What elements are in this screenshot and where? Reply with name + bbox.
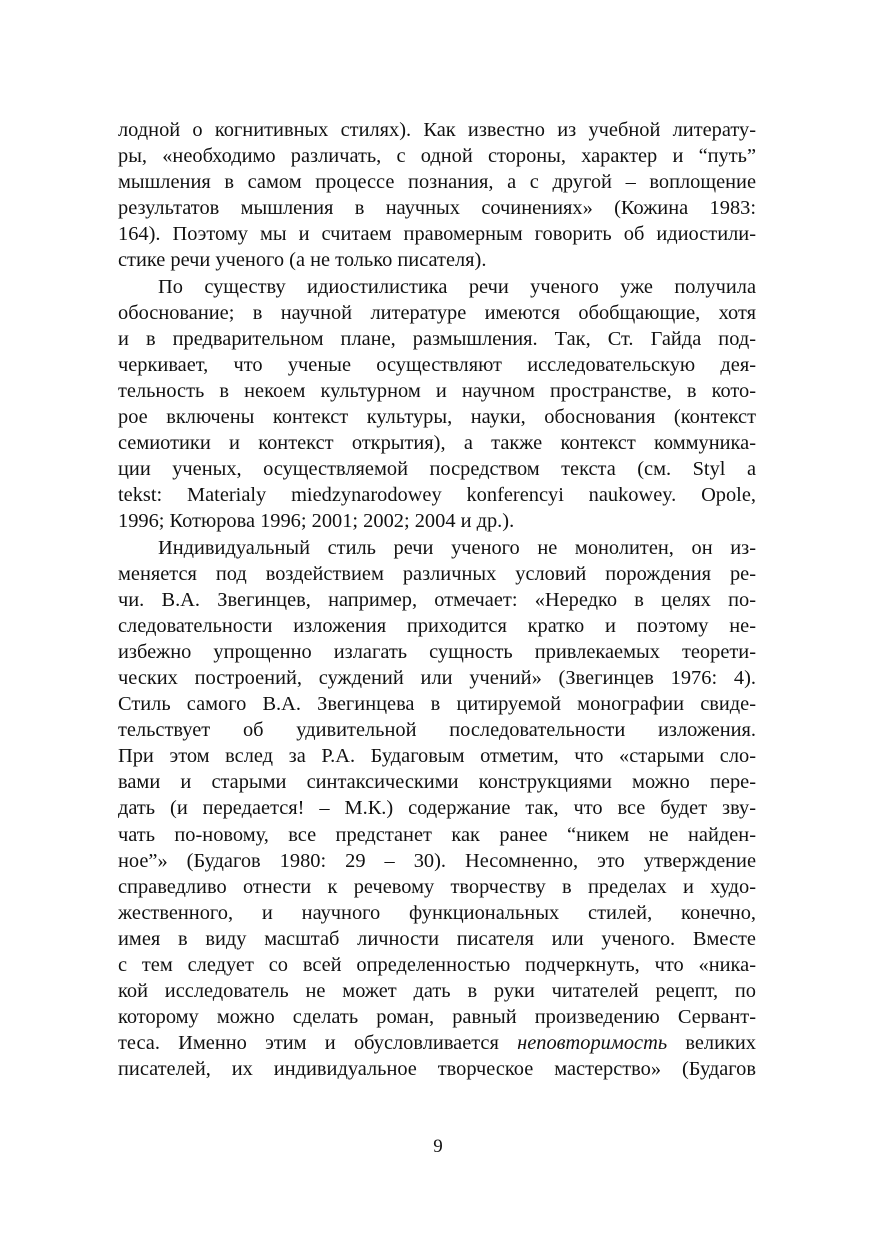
page-body-text [118,117,756,1082]
text-line: ции ученых, осуществляемой посредством текста (см. Styl a [118,458,756,481]
text-line: чи. В.А. Звегинцев, например, отмечает: «Нередко в целях по- [118,588,756,611]
text-line: справедливо отнести к речевому творчеству в пределах и худо- [118,875,756,898]
text-line: tekst: Materialy miedzynarodowey konferencyi naukowey. Opole, [118,484,756,507]
text-line: жественного, и научного функциональных стилей, конечно, [118,901,756,924]
paragraph-1 [118,117,756,274]
text-line: имея в виду масштаб личности писателя или ученого. Вместе [118,927,756,950]
text-line: с тем следует со всей определенностью подчеркнуть, что «ника- [118,954,756,976]
text-line: ры, «необходимо различать, с одной стороны, характер и “путь” [118,145,756,168]
text-line: При этом вслед за Р.А. Будаговым отметим, что «старыми сло- [118,745,756,768]
text-line: вами и старыми синтаксическими конструкциями можно пере- [118,771,756,794]
text-line: По существу идиостилистика речи ученого уже получила [158,275,756,298]
text-line: Индивидуальный стиль речи ученого не монолитен, он из- [158,536,756,559]
text-line: лодной о когнитивных стилях). Как известно из учебной литерату- [118,119,756,141]
text-line: ное”» (Будагов 1980: 29 – 30). Несомненно, это утверждение [118,849,756,872]
text-line: мышления в самом процессе познания, а с другой – воплощение [118,171,756,194]
text-line-with-emphasis [118,1030,756,1056]
text-line: черкивает, что ученые осуществляют исследовательскую дея- [118,353,756,376]
paragraph-2 [118,274,756,535]
text-line: кой исследователь не может дать в руки читателей рецепт, по [118,980,756,1003]
text-line: обоснование; в научной литературе имеются обобщающие, хотя [118,301,756,324]
text-line: тельность в некоем культурном и научном пространстве, в кото- [118,379,756,402]
text-line: чать по-новому, все предстанет как ранее “никем не найден- [118,823,756,846]
page-number: 9 [433,1136,443,1157]
text-line: дать (и передается! – М.К.) содержание так, что все будет зву- [118,797,756,820]
text-line: тельствует об удивительной последовательности изложения. [118,719,756,742]
text-line: и в предварительном плане, размышления. Так, Ст. Гайда под- [118,327,756,350]
paragraph-3 [118,535,756,1083]
text-line: семиотики и контекст открытия), а также контекст коммуника- [118,432,756,455]
text-line: результатов мышления в научных сочинениях» (Кожина 1983: [118,197,756,220]
text-line: ческих построений, суждений или учений» (Звегинцев 1976: 4). [118,666,756,689]
text-line: 1996; Котюрова 1996; 2001; 2002; 2004 и др.). [118,510,515,533]
text-fragment: теса. Именно этим и обусловливается [118,1032,518,1055]
text-line: 164). Поэтому мы и считаем правомерным говорить об идиостили- [118,223,756,246]
text-line: Стиль самого В.А. Звегинцева в цитируемой монографии свиде- [118,693,756,716]
text-line: следовательности изложения приходится кратко и поэтому не- [118,614,756,637]
text-line: избежно упрощенно излагать сущность привлекаемых теорети- [118,640,756,663]
emphasized-word: неповторимость [517,1032,668,1055]
text-line: стике речи ученого (а не только писателя). [118,249,487,272]
text-line: рое включены контекст культуры, науки, обоснования (контекст [118,406,756,429]
text-line: которому можно сделать роман, равный произведению Сервант- [118,1006,756,1029]
text-fragment: великих [667,1032,756,1055]
text-line: меняется под воздействием различных условий порождения ре- [118,562,756,585]
text-line: писателей, их индивидуальное творческое мастерство» (Будагов [118,1058,756,1081]
